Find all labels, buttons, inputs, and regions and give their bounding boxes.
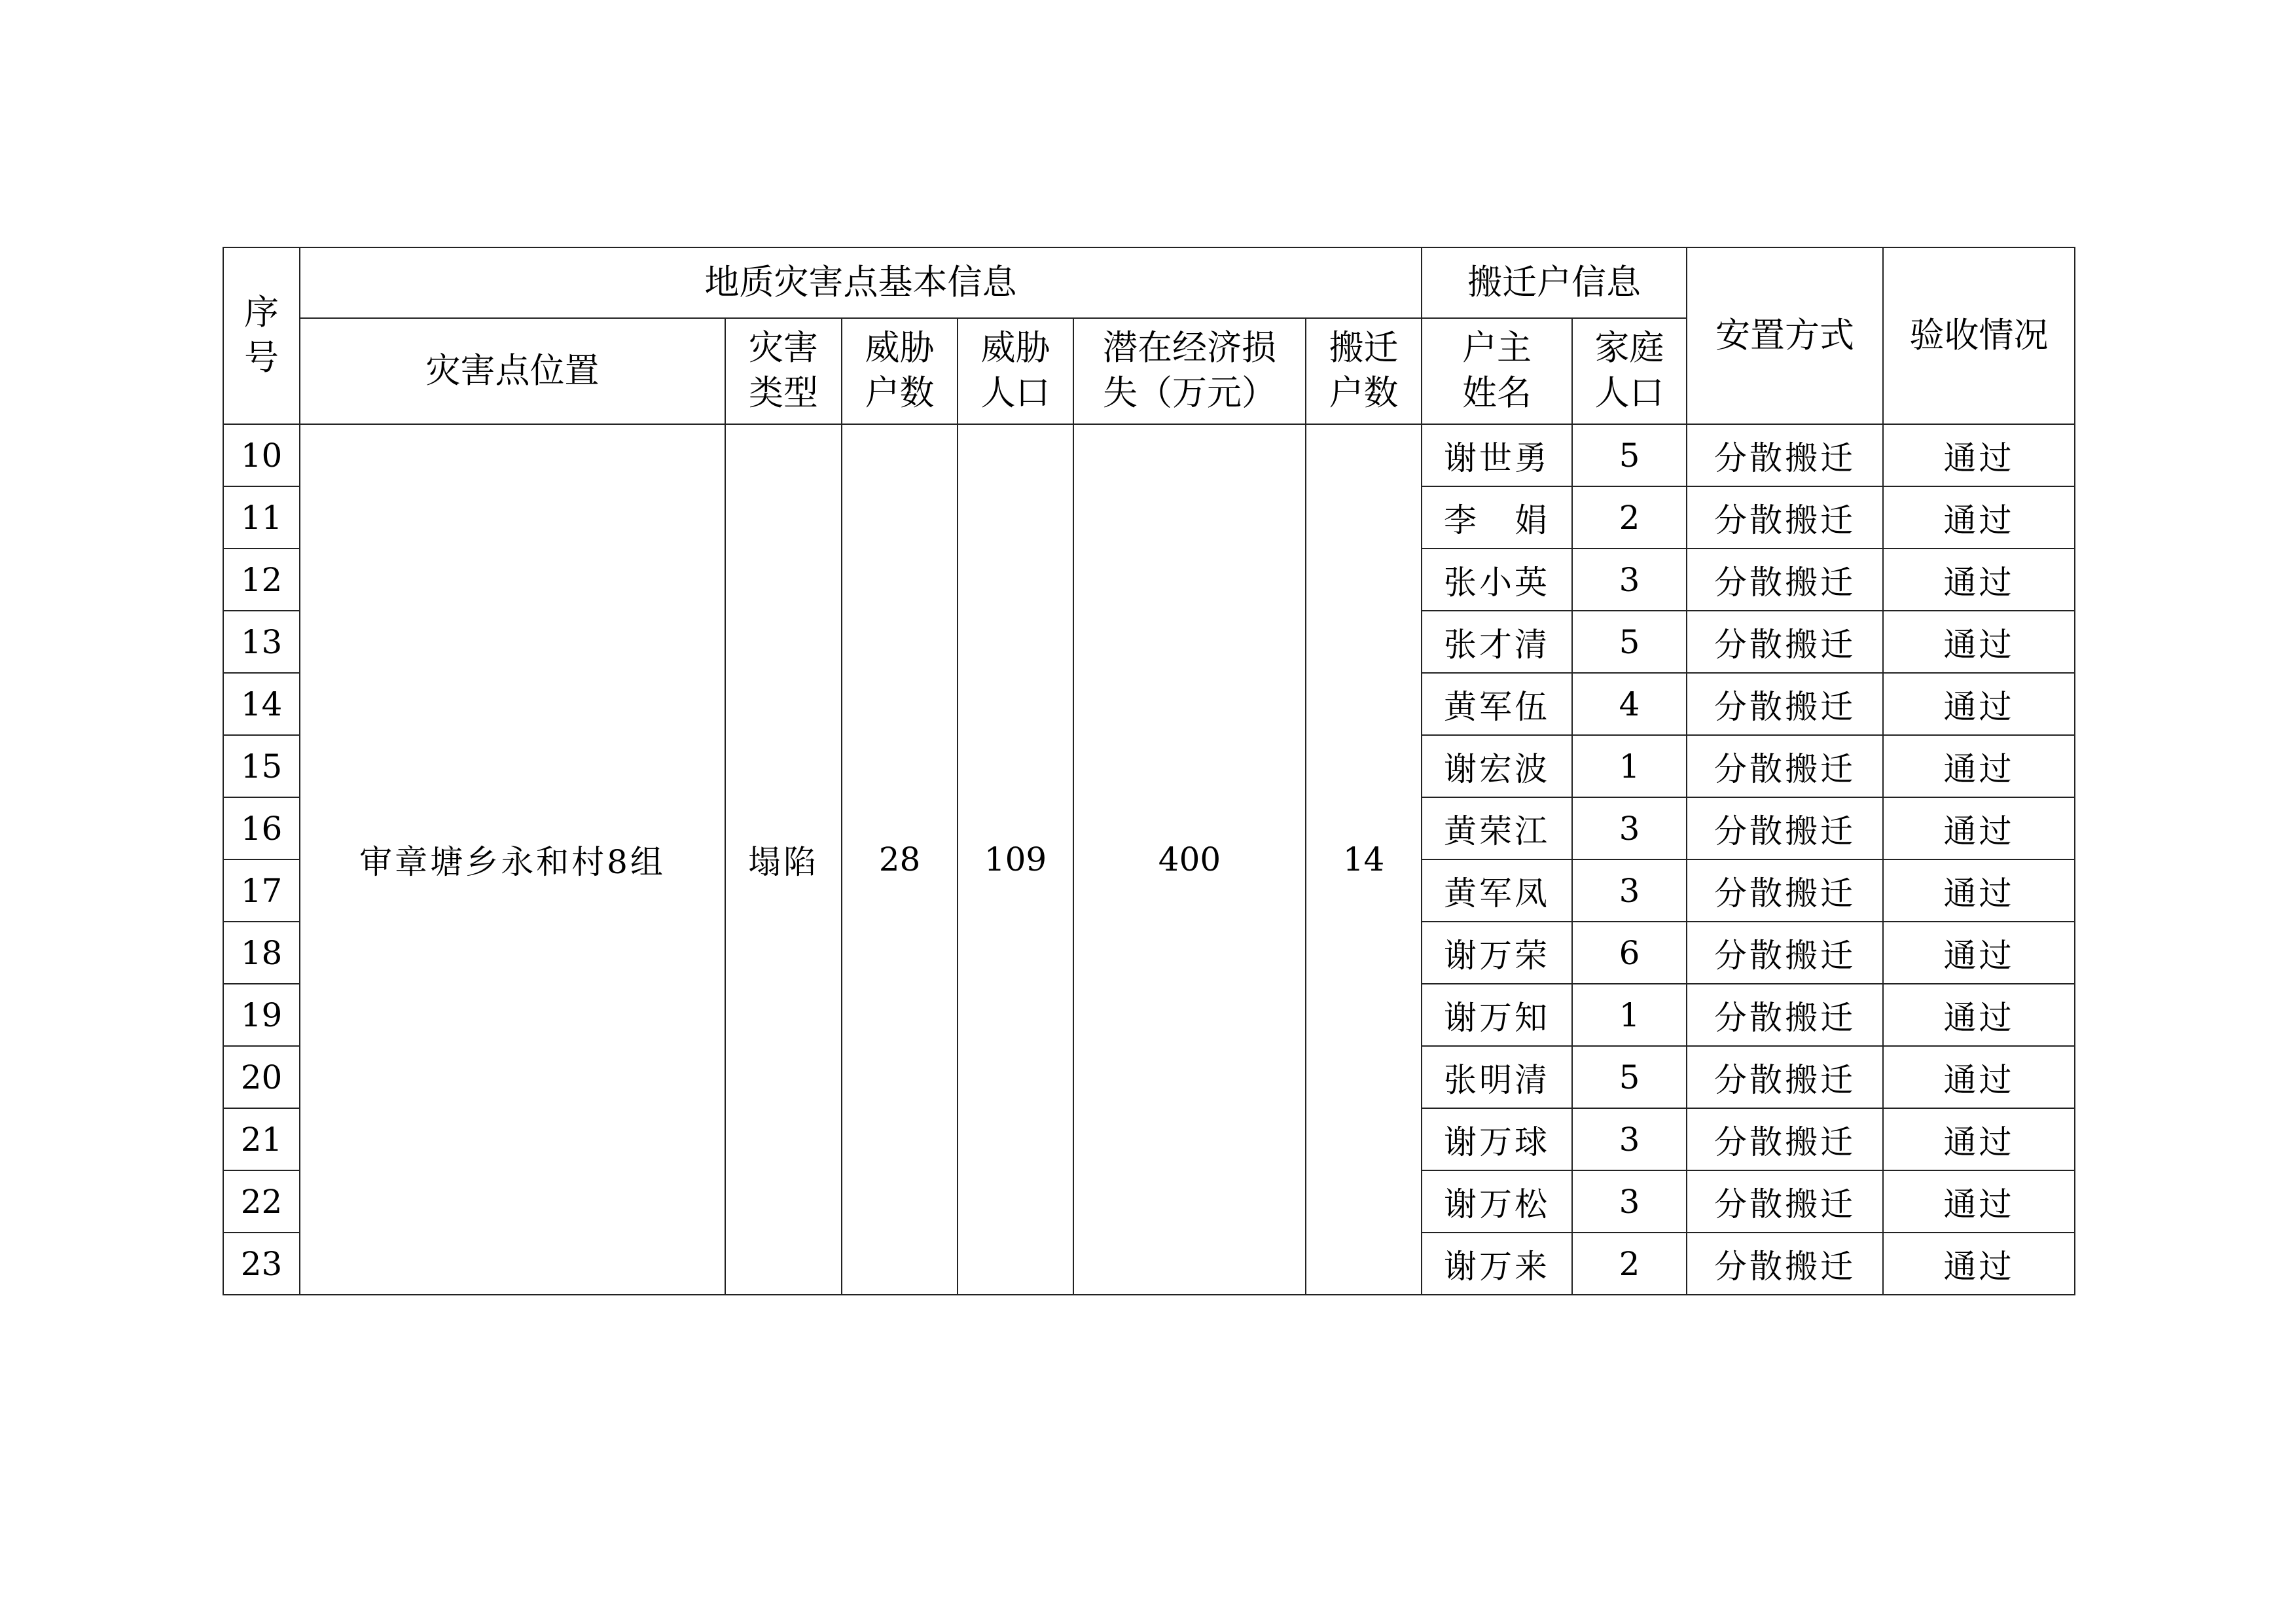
cell-acceptance-status: 通过 [1883,673,2075,735]
cell-location: 审章塘乡永和村8组 [300,424,725,1295]
cell-householder-name: 张明清 [1422,1046,1572,1108]
header-potential-loss: 潜在经济损 失（万元） [1073,318,1306,424]
cell-seq: 18 [223,922,300,984]
header-relocated-households: 搬迁 户数 [1306,318,1422,424]
cell-seq: 12 [223,549,300,611]
cell-householder-name: 谢世勇 [1422,424,1572,486]
cell-householder-name: 张才清 [1422,611,1572,673]
header-placement-method: 安置方式 [1687,247,1883,424]
header-family-population: 家庭 人口 [1572,318,1687,424]
cell-placement-method: 分散搬迁 [1687,984,1883,1046]
header-group-basic-info: 地质灾害点基本信息 [300,247,1422,318]
cell-family-population: 3 [1572,549,1687,611]
cell-placement-method: 分散搬迁 [1687,673,1883,735]
cell-relocated-households: 14 [1306,424,1422,1295]
cell-acceptance-status: 通过 [1883,984,2075,1046]
cell-family-population: 5 [1572,1046,1687,1108]
cell-placement-method: 分散搬迁 [1687,549,1883,611]
cell-householder-name: 张小英 [1422,549,1572,611]
cell-acceptance-status: 通过 [1883,797,2075,859]
cell-acceptance-status: 通过 [1883,424,2075,486]
cell-potential-loss: 400 [1073,424,1306,1295]
relocation-table [223,247,2075,1295]
cell-family-population: 1 [1572,735,1687,797]
cell-family-population: 3 [1572,1170,1687,1233]
cell-acceptance-status: 通过 [1883,611,2075,673]
cell-family-population: 1 [1572,984,1687,1046]
cell-hazard-type: 塌陷 [725,424,842,1295]
cell-acceptance-status: 通过 [1883,859,2075,922]
cell-family-population: 4 [1572,673,1687,735]
cell-householder-name: 谢万松 [1422,1170,1572,1233]
header-group-relocation-info: 搬迁户信息 [1422,247,1687,318]
cell-family-population: 3 [1572,797,1687,859]
cell-family-population: 2 [1572,486,1687,549]
cell-placement-method: 分散搬迁 [1687,424,1883,486]
cell-seq: 22 [223,1170,300,1233]
cell-acceptance-status: 通过 [1883,922,2075,984]
cell-placement-method: 分散搬迁 [1687,1108,1883,1170]
cell-seq: 11 [223,486,300,549]
cell-acceptance-status: 通过 [1883,486,2075,549]
header-location: 灾害点位置 [300,318,725,424]
cell-placement-method: 分散搬迁 [1687,486,1883,549]
cell-acceptance-status: 通过 [1883,1170,2075,1233]
cell-seq: 23 [223,1233,300,1295]
cell-seq: 14 [223,673,300,735]
cell-householder-name: 黄荣江 [1422,797,1572,859]
cell-acceptance-status: 通过 [1883,549,2075,611]
cell-placement-method: 分散搬迁 [1687,611,1883,673]
cell-householder-name: 黄军凤 [1422,859,1572,922]
cell-placement-method: 分散搬迁 [1687,1046,1883,1108]
cell-seq: 13 [223,611,300,673]
cell-seq: 15 [223,735,300,797]
cell-placement-method: 分散搬迁 [1687,1233,1883,1295]
header-householder-name: 户主 姓名 [1422,318,1572,424]
header-threat-population: 威胁 人口 [958,318,1073,424]
cell-acceptance-status: 通过 [1883,1108,2075,1170]
cell-householder-name: 谢宏波 [1422,735,1572,797]
cell-householder-name: 谢万知 [1422,984,1572,1046]
cell-householder-name: 黄军伍 [1422,673,1572,735]
cell-seq: 20 [223,1046,300,1108]
cell-placement-method: 分散搬迁 [1687,859,1883,922]
cell-family-population: 5 [1572,611,1687,673]
cell-family-population: 3 [1572,1108,1687,1170]
cell-householder-name: 谢万球 [1422,1108,1572,1170]
cell-family-population: 6 [1572,922,1687,984]
cell-householder-name: 谢万来 [1422,1233,1572,1295]
cell-threat-households: 28 [842,424,958,1295]
header-hazard-type: 灾害 类型 [725,318,842,424]
cell-family-population: 3 [1572,859,1687,922]
cell-placement-method: 分散搬迁 [1687,797,1883,859]
cell-seq: 16 [223,797,300,859]
cell-seq: 17 [223,859,300,922]
cell-seq: 10 [223,424,300,486]
cell-acceptance-status: 通过 [1883,1233,2075,1295]
cell-householder-name: 谢万荣 [1422,922,1572,984]
cell-acceptance-status: 通过 [1883,735,2075,797]
cell-seq: 21 [223,1108,300,1170]
cell-acceptance-status: 通过 [1883,1046,2075,1108]
cell-family-population: 2 [1572,1233,1687,1295]
table-body [223,424,2075,1295]
cell-placement-method: 分散搬迁 [1687,922,1883,984]
header-seq: 序 号 [223,247,300,424]
cell-placement-method: 分散搬迁 [1687,735,1883,797]
cell-family-population: 5 [1572,424,1687,486]
cell-seq: 19 [223,984,300,1046]
header-acceptance-status: 验收情况 [1883,247,2075,424]
cell-householder-name: 李 娟 [1422,486,1572,549]
table-row [223,424,2075,486]
cell-threat-population: 109 [958,424,1073,1295]
cell-placement-method: 分散搬迁 [1687,1170,1883,1233]
header-threat-households: 威胁 户数 [842,318,958,424]
